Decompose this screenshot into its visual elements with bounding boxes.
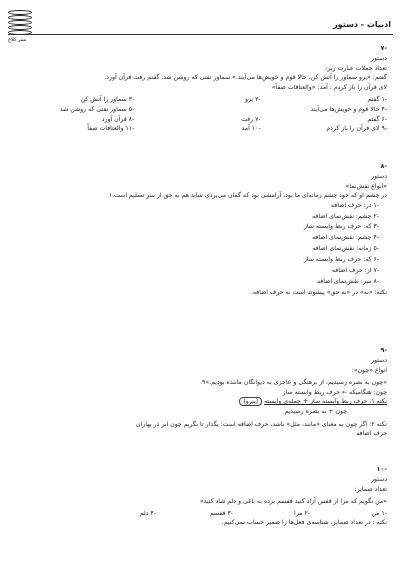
answer-line: چون: هنگامیکه ← حرف ربط وابسته ساز xyxy=(282,388,387,396)
question-text: گفتم: «برو سماور را آتش کن، حالا قوم و خویش‌ها می‌آیند.» سماور نفتی که روشن شد، گفتم رفت قرآن آورد. xyxy=(104,74,387,82)
answer-item: -۳ قفسم xyxy=(209,509,233,517)
question-subtitle: تعداد جملات عبارت زیر: xyxy=(325,64,387,72)
answer-item: -۴ چشم: نقش‌نمای اضافه xyxy=(312,234,379,242)
question-topic: دستور xyxy=(371,54,387,62)
rule-line: نکته ۱: حرف ربط وابسته ساز + جمله‌ی وابسته xyxy=(264,398,387,406)
page-title: ادبیات - دستور xyxy=(333,20,391,29)
answer-item: -۱ من xyxy=(371,509,387,517)
answer-item: -۴ حالا قوم و خویش‌ها می‌آیند xyxy=(310,105,387,113)
answer-item: -۶ که: حرف ربط وابسته ساز xyxy=(303,255,379,263)
question-note: نکته : در تعداد ضمایر، شناسه‌ی فعل‌ها را ضمیر حساب نمی‌کنیم. xyxy=(221,519,387,527)
answer-list xyxy=(14,509,387,519)
question-text: «من نگویم که مرا از قفس آزاد کنید قفسم برده به باغی و دلم شاد کنید» xyxy=(199,498,387,506)
answer-item: -۱ گفتم xyxy=(367,96,387,104)
question-number: -۱۰ xyxy=(376,465,387,473)
question-text: «چون به بصره رسیدیم، از برهنگی و عاجزی به دیوانگان ماننده بودیم.»۹ xyxy=(202,379,387,387)
answer-list xyxy=(14,201,387,288)
logo-text: نشر کلاغ xyxy=(8,37,27,43)
question-note: نکته ۲: اگر چون به معنای «مانند، مثل» باشد، حرف اضافه است: بگذار تا بگریم چون ابر در بهاران xyxy=(135,420,387,428)
answer-item: -۱۱ والعتاقات صفاً xyxy=(87,125,135,133)
question-topic: دستور xyxy=(371,475,387,483)
header-divider xyxy=(8,34,393,35)
answer-item: -۳ سماور را آتش کن xyxy=(80,96,135,104)
question-number: -۷ xyxy=(380,44,387,52)
answer-list xyxy=(14,95,387,133)
answer-item: -۵ زمانه: نقش‌نمای اضافه xyxy=(312,245,379,253)
example-line: چون + به بصره رسیدیم xyxy=(284,407,347,415)
question-7 xyxy=(14,44,387,134)
answer-item: -۷ از: حرف اضافه xyxy=(331,266,379,274)
question-9 xyxy=(14,346,387,439)
answer-item: -۲ مرا xyxy=(294,509,310,517)
question-number: -۹ xyxy=(380,346,387,354)
answer-item: -۲ برو xyxy=(245,96,261,104)
question-text: لای قرآن را باز کردم : آمد: «والعتاقات صفاً» xyxy=(271,83,387,91)
answer-item: -۱ در: حرف اضافه xyxy=(330,201,379,209)
answer-item: -۸ سر: نقش‌نمای اضافه xyxy=(316,277,379,285)
publisher-logo xyxy=(8,10,40,44)
question-number: -۸ xyxy=(380,162,387,170)
answer-item: -۴ دلم xyxy=(139,509,156,517)
answer-item: -۳ که: حرف ربط وابسته ساز xyxy=(303,223,379,231)
answer-item: -۵ سماور نفتی که روشن شد xyxy=(59,105,135,113)
answer-item: -۹ لای قرآن را باز کردم xyxy=(326,125,387,133)
answer-item: -۲ چشم: نقش‌نمای اضافه xyxy=(312,212,379,220)
question-topic: دستور xyxy=(371,172,387,180)
page-header xyxy=(8,10,393,42)
question-subtitle: «انواع نقش‌نما» xyxy=(345,182,387,190)
question-note: حرف اضافه xyxy=(356,430,387,438)
question-8 xyxy=(14,162,387,297)
answer-item: -۸ قرآن آورد xyxy=(101,115,135,123)
answer-item: -۶ گفتم xyxy=(367,115,387,123)
answer-item: -۷ رفت xyxy=(241,115,261,123)
question-note: نکته: «به» در «به حق» پیشوند است نه حرف اضافه. xyxy=(250,288,387,296)
question-10 xyxy=(14,465,387,528)
question-subtitle: تعداد ضمایر: xyxy=(354,485,387,493)
rule-box: (پیرو) xyxy=(239,397,262,406)
answer-item: -۱۰ آمد xyxy=(241,125,261,133)
question-topic: دستور xyxy=(371,356,387,364)
question-text: در چشم او که خود چشم زمانه‌ای ما بود، آرامشی بود که گمان می‌بردی شاید هم به حق از سر تسلیم است.۱ xyxy=(108,192,387,200)
question-subtitle: انواع «چون»: xyxy=(351,366,387,374)
